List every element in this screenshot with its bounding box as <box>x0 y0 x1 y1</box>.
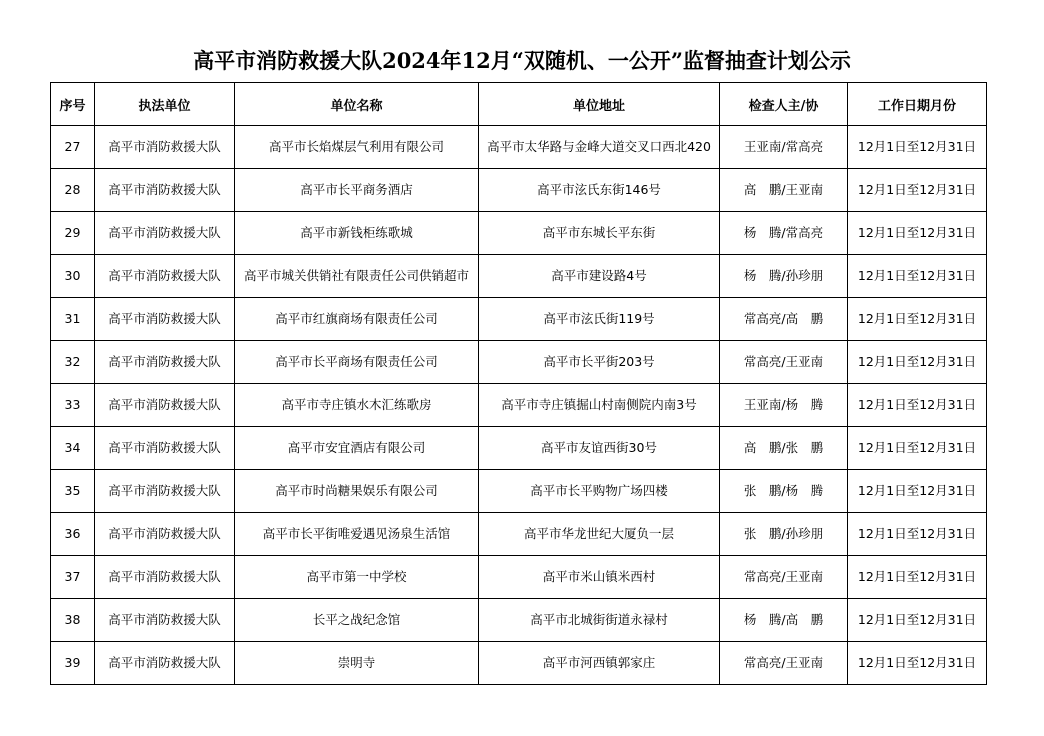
table-header-row <box>51 83 987 126</box>
row-unit-name: 长平之战纪念馆 <box>235 599 479 642</box>
row-number: 38 <box>51 599 95 642</box>
table-row <box>51 341 987 384</box>
row-number: 27 <box>51 126 95 169</box>
row-work-period: 12月1日至12月31日 <box>848 341 987 384</box>
row-work-period: 12月1日至12月31日 <box>848 599 987 642</box>
table-row <box>51 599 987 642</box>
row-inspectors: 常高亮/王亚南 <box>720 642 848 685</box>
row-number: 29 <box>51 212 95 255</box>
row-unit-address: 高平市东城长平东街 <box>479 212 720 255</box>
row-number: 36 <box>51 513 95 556</box>
table-row <box>51 298 987 341</box>
inspection-plan-table <box>50 82 987 685</box>
table-row <box>51 513 987 556</box>
header-inspectors: 检查人主/协 <box>720 83 848 126</box>
row-work-period: 12月1日至12月31日 <box>848 556 987 599</box>
row-unit-name: 高平市长平街唯爱遇见汤泉生活馆 <box>235 513 479 556</box>
row-inspectors: 张 鹏/杨 腾 <box>720 470 848 513</box>
row-unit-name: 高平市时尚糖果娱乐有限公司 <box>235 470 479 513</box>
row-unit-address: 高平市北城街街道永禄村 <box>479 599 720 642</box>
table-row <box>51 169 987 212</box>
table-body <box>51 126 987 685</box>
table-row <box>51 427 987 470</box>
row-work-period: 12月1日至12月31日 <box>848 513 987 556</box>
row-agency: 高平市消防救援大队 <box>95 126 235 169</box>
row-inspectors: 高 鹏/王亚南 <box>720 169 848 212</box>
table-row <box>51 212 987 255</box>
row-unit-address: 高平市寺庄镇掘山村南侧院内南3号 <box>479 384 720 427</box>
row-inspectors: 常高亮/王亚南 <box>720 341 848 384</box>
row-inspectors: 高 鹏/张 鹏 <box>720 427 848 470</box>
row-agency: 高平市消防救援大队 <box>95 470 235 513</box>
row-unit-name: 高平市寺庄镇水木汇练歌房 <box>235 384 479 427</box>
row-work-period: 12月1日至12月31日 <box>848 298 987 341</box>
row-unit-address: 高平市长平购物广场四楼 <box>479 470 720 513</box>
table-row <box>51 642 987 685</box>
row-inspectors: 常高亮/高 鹏 <box>720 298 848 341</box>
page-title: 高平市消防救援大队2024年12月“双随机、一公开”监督抽查计划公示 <box>193 48 851 73</box>
row-inspectors: 杨 腾/高 鹏 <box>720 599 848 642</box>
row-number: 32 <box>51 341 95 384</box>
row-number: 28 <box>51 169 95 212</box>
row-inspectors: 王亚南/常高亮 <box>720 126 848 169</box>
row-unit-address: 高平市米山镇米西村 <box>479 556 720 599</box>
row-unit-name: 高平市长平商场有限责任公司 <box>235 341 479 384</box>
row-number: 35 <box>51 470 95 513</box>
row-agency: 高平市消防救援大队 <box>95 384 235 427</box>
row-unit-address: 高平市友谊西街30号 <box>479 427 720 470</box>
row-number: 33 <box>51 384 95 427</box>
row-number: 31 <box>51 298 95 341</box>
row-unit-address: 高平市泫氏街119号 <box>479 298 720 341</box>
row-work-period: 12月1日至12月31日 <box>848 470 987 513</box>
row-unit-name: 高平市长焰煤层气利用有限公司 <box>235 126 479 169</box>
header-work-period: 工作日期月份 <box>848 83 987 126</box>
row-unit-name: 高平市长平商务酒店 <box>235 169 479 212</box>
table-row <box>51 384 987 427</box>
row-unit-name: 高平市安宜酒店有限公司 <box>235 427 479 470</box>
row-inspectors: 张 鹏/孙珍朋 <box>720 513 848 556</box>
row-inspectors: 杨 腾/孙珍朋 <box>720 255 848 298</box>
row-agency: 高平市消防救援大队 <box>95 212 235 255</box>
row-work-period: 12月1日至12月31日 <box>848 126 987 169</box>
row-agency: 高平市消防救援大队 <box>95 341 235 384</box>
row-unit-name: 高平市城关供销社有限责任公司供销超市 <box>235 255 479 298</box>
row-inspectors: 杨 腾/常高亮 <box>720 212 848 255</box>
row-number: 34 <box>51 427 95 470</box>
header-agency: 执法单位 <box>95 83 235 126</box>
row-agency: 高平市消防救援大队 <box>95 255 235 298</box>
row-unit-address: 高平市河西镇郭家庄 <box>479 642 720 685</box>
row-agency: 高平市消防救援大队 <box>95 169 235 212</box>
row-number: 30 <box>51 255 95 298</box>
row-agency: 高平市消防救援大队 <box>95 513 235 556</box>
row-inspectors: 常高亮/王亚南 <box>720 556 848 599</box>
row-unit-name: 高平市新钱柜练歌城 <box>235 212 479 255</box>
row-agency: 高平市消防救援大队 <box>95 298 235 341</box>
row-work-period: 12月1日至12月31日 <box>848 427 987 470</box>
header-unit-name: 单位名称 <box>235 83 479 126</box>
row-agency: 高平市消防救援大队 <box>95 427 235 470</box>
row-work-period: 12月1日至12月31日 <box>848 169 987 212</box>
row-agency: 高平市消防救援大队 <box>95 599 235 642</box>
header-unit-address: 单位地址 <box>479 83 720 126</box>
row-work-period: 12月1日至12月31日 <box>848 642 987 685</box>
row-agency: 高平市消防救援大队 <box>95 642 235 685</box>
row-unit-address: 高平市建设路4号 <box>479 255 720 298</box>
header-no: 序号 <box>51 83 95 126</box>
row-work-period: 12月1日至12月31日 <box>848 212 987 255</box>
row-unit-address: 高平市华龙世纪大厦负一层 <box>479 513 720 556</box>
table-row <box>51 556 987 599</box>
row-number: 37 <box>51 556 95 599</box>
table-row <box>51 126 987 169</box>
row-unit-address: 高平市泫氏东街146号 <box>479 169 720 212</box>
row-number: 39 <box>51 642 95 685</box>
row-unit-name: 高平市红旗商场有限责任公司 <box>235 298 479 341</box>
row-unit-address: 高平市长平街203号 <box>479 341 720 384</box>
row-work-period: 12月1日至12月31日 <box>848 255 987 298</box>
row-inspectors: 王亚南/杨 腾 <box>720 384 848 427</box>
row-unit-name: 高平市第一中学校 <box>235 556 479 599</box>
table-row <box>51 470 987 513</box>
row-unit-address: 高平市太华路与金峰大道交叉口西北420 <box>479 126 720 169</box>
table-row <box>51 255 987 298</box>
row-work-period: 12月1日至12月31日 <box>848 384 987 427</box>
row-agency: 高平市消防救援大队 <box>95 556 235 599</box>
row-unit-name: 崇明寺 <box>235 642 479 685</box>
